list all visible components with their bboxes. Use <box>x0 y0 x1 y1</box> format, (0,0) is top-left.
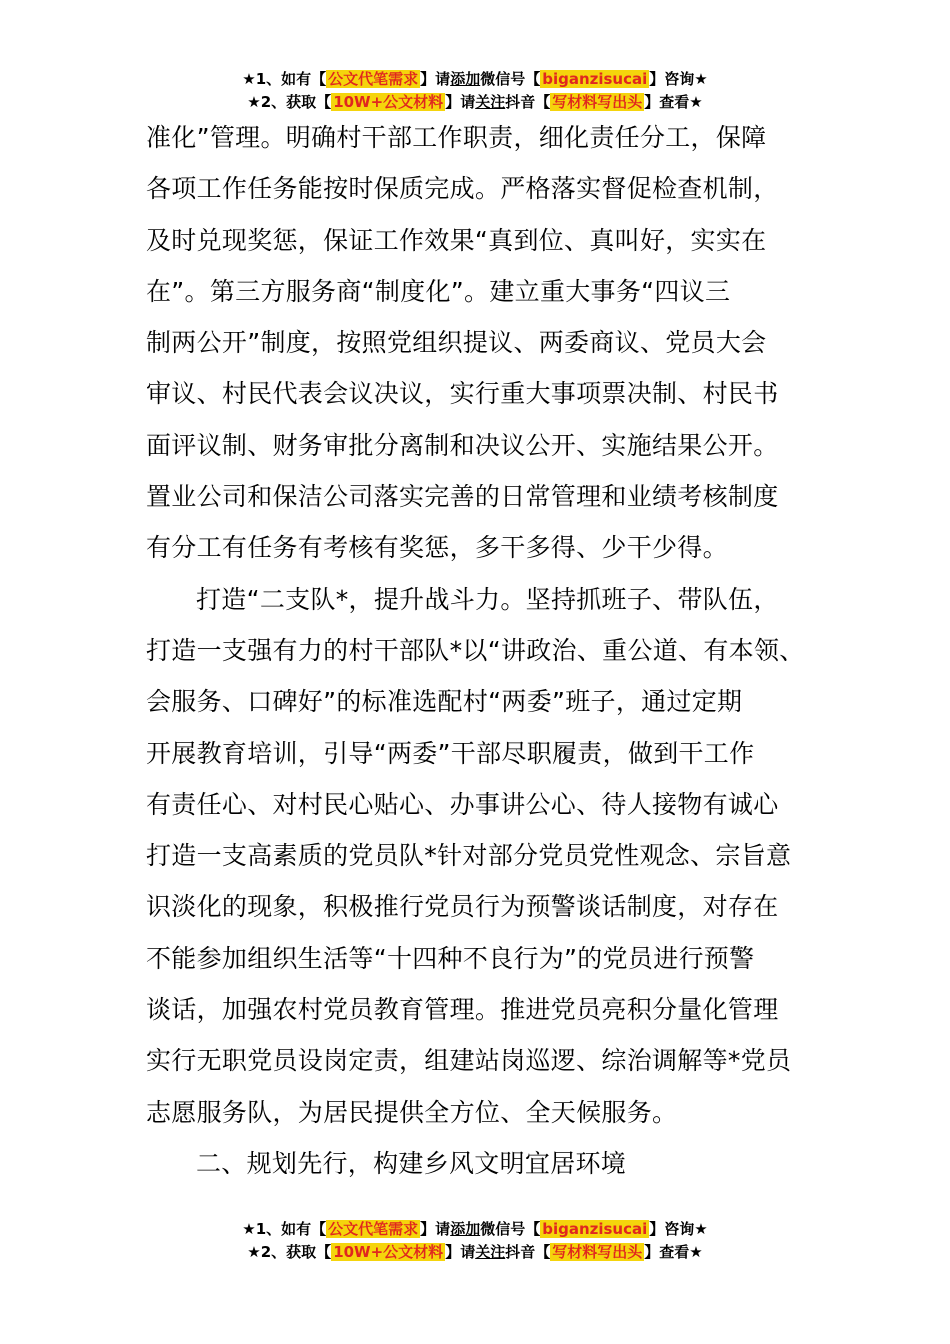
banner-line-2 <box>0 1241 950 1264</box>
body-line: 置业公司和保洁公司落实完善的日常管理和业绩考核制度 <box>146 482 779 512</box>
body-line: 面评议制、财务审批分离制和决议公开、实施结果公开。 <box>146 430 779 460</box>
banner-text: ★1、如有【 <box>242 1220 327 1238</box>
body-line: 志愿服务队，为居民提供全方位、全天候服务。 <box>146 1097 678 1127</box>
body-line: 制两公开”制度，按照党组织提议、两委商议、党员大会 <box>146 328 767 358</box>
banner-line-1 <box>0 68 950 91</box>
banner-line-1 <box>0 1218 950 1241</box>
body-line: 识淡化的现象，积极推行党员行为预警谈话制度，对存在 <box>146 892 779 922</box>
body-line: 准化”管理。明确村干部工作职责，细化责任分工，保障 <box>146 123 767 152</box>
body-line: 打造“二支队*，提升战斗力。坚持抓班子、带队伍， <box>196 584 779 614</box>
banner-underline: 添加 <box>450 70 481 88</box>
body-line: 在”。第三方服务商“制度化”。建立重大事务“四议三 <box>146 276 731 306</box>
banner-highlight: biganzisucai <box>542 1220 648 1238</box>
document-body <box>146 112 836 1189</box>
header-banner <box>0 68 950 114</box>
body-line: 谈话，加强农村党员教育管理。推进党员亮积分量化管理 <box>146 995 779 1025</box>
body-line: 实行无职党员设岗定责，组建站岗巡逻、综治调解等*党员 <box>146 1046 792 1076</box>
banner-highlight: 写材料写出头 <box>552 1243 643 1261</box>
banner-highlight: 写材料写出头 <box>552 93 643 111</box>
banner-underline: 添加 <box>450 1220 481 1238</box>
banner-highlight: 10W+公文材料 <box>333 1243 444 1261</box>
body-line: 开展教育培训，引导“两委”干部尽职履责，做到干工作 <box>146 738 755 768</box>
body-line: 各项工作任务能按时保质完成。严格落实督促检查机制， <box>146 174 779 204</box>
body-line: 审议、村民代表会议决议，实行重大事项票决制、村民书 <box>146 379 779 409</box>
banner-highlight: biganzisucai <box>542 70 648 88</box>
body-line: 及时兑现奖惩，保证工作效果“真到位、真叫好，实实在 <box>146 225 767 255</box>
banner-text: 】请 <box>445 1243 476 1261</box>
banner-text: 】请 <box>445 93 476 111</box>
banner-line-2 <box>0 91 950 114</box>
body-line: 不能参加组织生活等“十四种不良行为”的党员进行预警 <box>146 943 755 973</box>
banner-highlight: 10W+公文材料 <box>333 93 444 111</box>
body-line: 有分工有任务有考核有奖惩，多干多得、少干少得。 <box>146 533 728 563</box>
banner-text: 】请 <box>420 1220 451 1238</box>
section-heading: 二、规划先行，构建乡风文明宜居环境 <box>196 1148 627 1178</box>
banner-text: 】查看★ <box>644 93 703 111</box>
banner-underline: 关注 <box>475 1243 506 1261</box>
banner-text: 微信号【 <box>480 70 541 88</box>
body-line: 有责任心、对村民心贴心、办事讲公心、待人接物有诚心 <box>146 789 779 819</box>
banner-text: ★2、获取【 <box>247 93 332 111</box>
banner-text: 微信号【 <box>480 1220 541 1238</box>
banner-text: ★2、获取【 <box>247 1243 332 1261</box>
banner-text: 抖音【 <box>505 1243 551 1261</box>
banner-text: 】请 <box>420 70 451 88</box>
banner-text: 】查看★ <box>644 1243 703 1261</box>
footer-banner <box>0 1218 950 1264</box>
body-line: 打造一支强有力的村干部队*以“讲政治、重公道、有本领、 <box>146 635 805 665</box>
banner-highlight: 公文代笔需求 <box>328 1220 419 1238</box>
banner-text: 抖音【 <box>505 93 551 111</box>
banner-highlight: 公文代笔需求 <box>328 70 419 88</box>
banner-underline: 关注 <box>475 93 506 111</box>
banner-text: 】咨询★ <box>649 70 708 88</box>
banner-text: 】咨询★ <box>649 1220 708 1238</box>
banner-text: ★1、如有【 <box>242 70 327 88</box>
body-line: 打造一支高素质的党员队*针对部分党员党性观念、宗旨意 <box>146 841 792 871</box>
body-line: 会服务、口碑好”的标准选配村“两委”班子，通过定期 <box>146 687 743 717</box>
